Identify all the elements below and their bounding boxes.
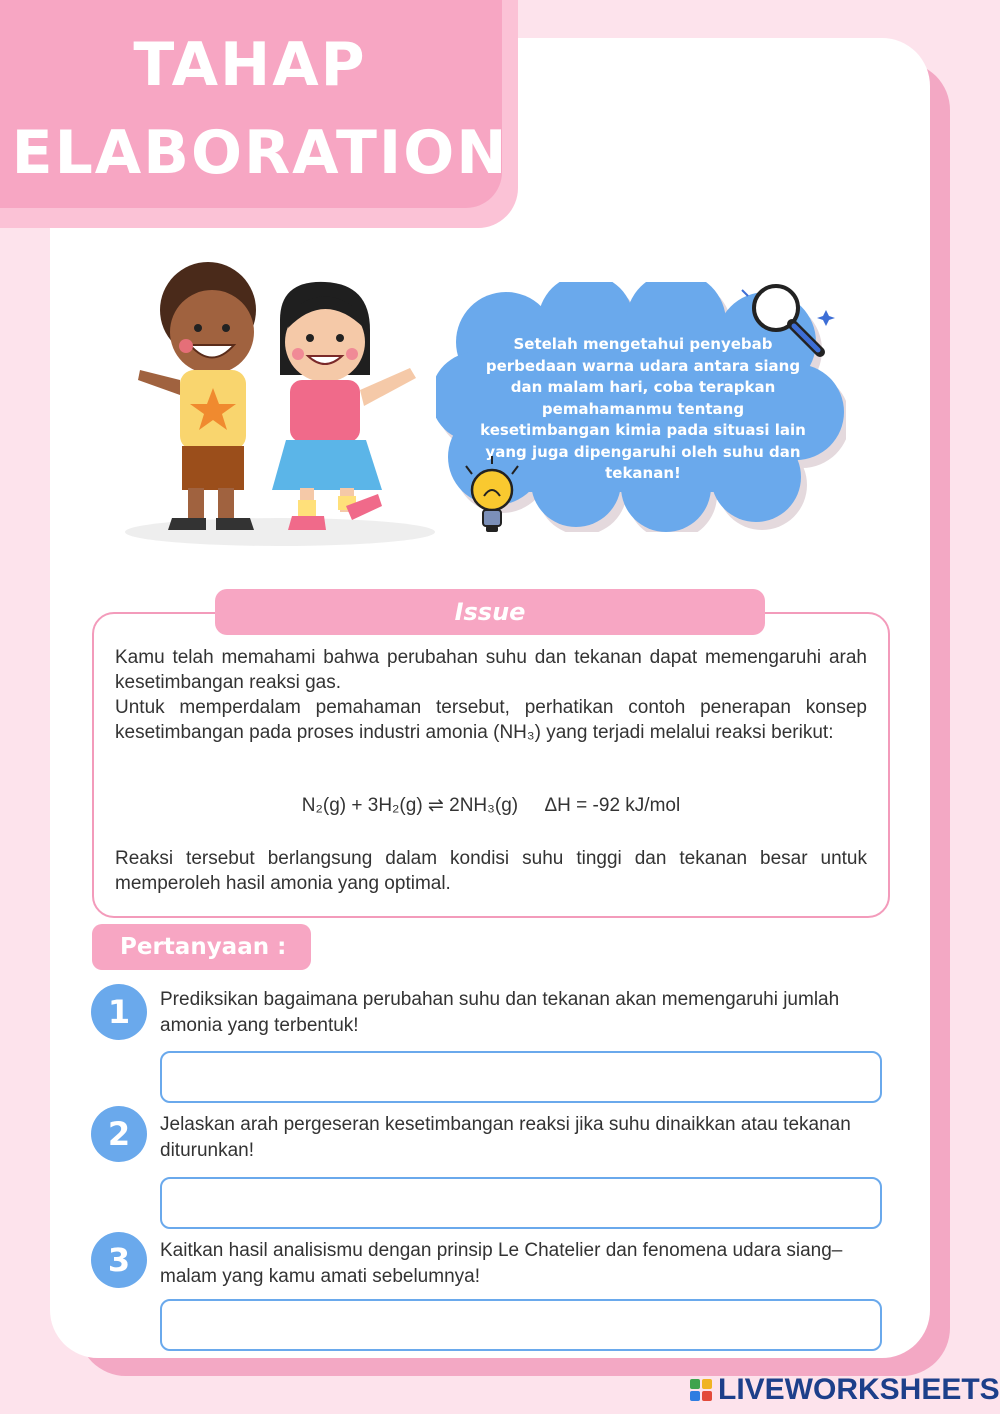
question-text-1: Prediksikan bagaimana perubahan suhu dan tekanan akan memengaruhi jumlah amonia yang terbentuk! <box>160 989 840 1036</box>
kids-illustration <box>120 250 440 550</box>
answer-input-1[interactable] <box>160 1051 882 1103</box>
reaction-equation: N₂(g) + 3H₂(g) ⇌ 2NH₃(g) ΔH = -92 kJ/mol <box>301 795 681 816</box>
issue-paragraph-3: Reaksi tersebut berlangsung dalam kondisi suhu tinggi dan tekanan besar untuk memperoleh hasil amonia yang optimal. <box>115 848 867 894</box>
question-text-3: Kaitkan hasil analisismu dengan prinsip Le Chatelier dan fenomena udara siang–malam yang kamu amati sebelumnya! <box>160 1240 843 1287</box>
question-number-1: 1 <box>91 984 147 1040</box>
boy-figure <box>138 262 256 530</box>
girl-figure <box>272 282 416 530</box>
answer-input-3[interactable] <box>160 1299 882 1351</box>
issue-header: Issue <box>215 589 765 635</box>
liveworksheets-logo[interactable] <box>690 1372 1000 1408</box>
answer-input-2[interactable] <box>160 1177 882 1229</box>
lightbulb-icon <box>462 456 522 538</box>
logo-text: LIVEWORKSHEETS <box>718 1373 1000 1406</box>
page-title-line1: TAHAP <box>133 30 367 100</box>
page-title-line2: ELABORATION <box>11 118 509 188</box>
question-number-3: 3 <box>91 1232 147 1288</box>
question-number-2: 2 <box>91 1106 147 1162</box>
issue-paragraph-1: Kamu telah memahami bahwa perubahan suhu dan tekanan dapat memengaruhi arah kesetimbangan reaksi gas. <box>115 647 867 693</box>
issue-paragraph-2: Untuk memperdalam pemahaman tersebut, perhatikan contoh penerapan konsep kesetimbangan pada proses industri amonia (NH₃) yang terjadi melalui reaksi berikut: <box>115 697 867 743</box>
cloud-message: Setelah mengetahui penyebab perbedaan warna udara antara siang dan malam hari, coba terapkan pemahamanmu tentang kesetimbangan kimia pada situasi lain yang juga dipengaruhi oleh suhu dan tekanan! <box>480 335 806 482</box>
liveworksheets-logo-icon <box>690 1379 712 1401</box>
questions-header: Pertanyaan : <box>92 924 311 970</box>
magnifier-icon <box>736 282 836 362</box>
question-text-2: Jelaskan arah pergeseran kesetimbangan reaksi jika suhu dinaikkan atau tekanan diturunkan! <box>160 1114 851 1161</box>
